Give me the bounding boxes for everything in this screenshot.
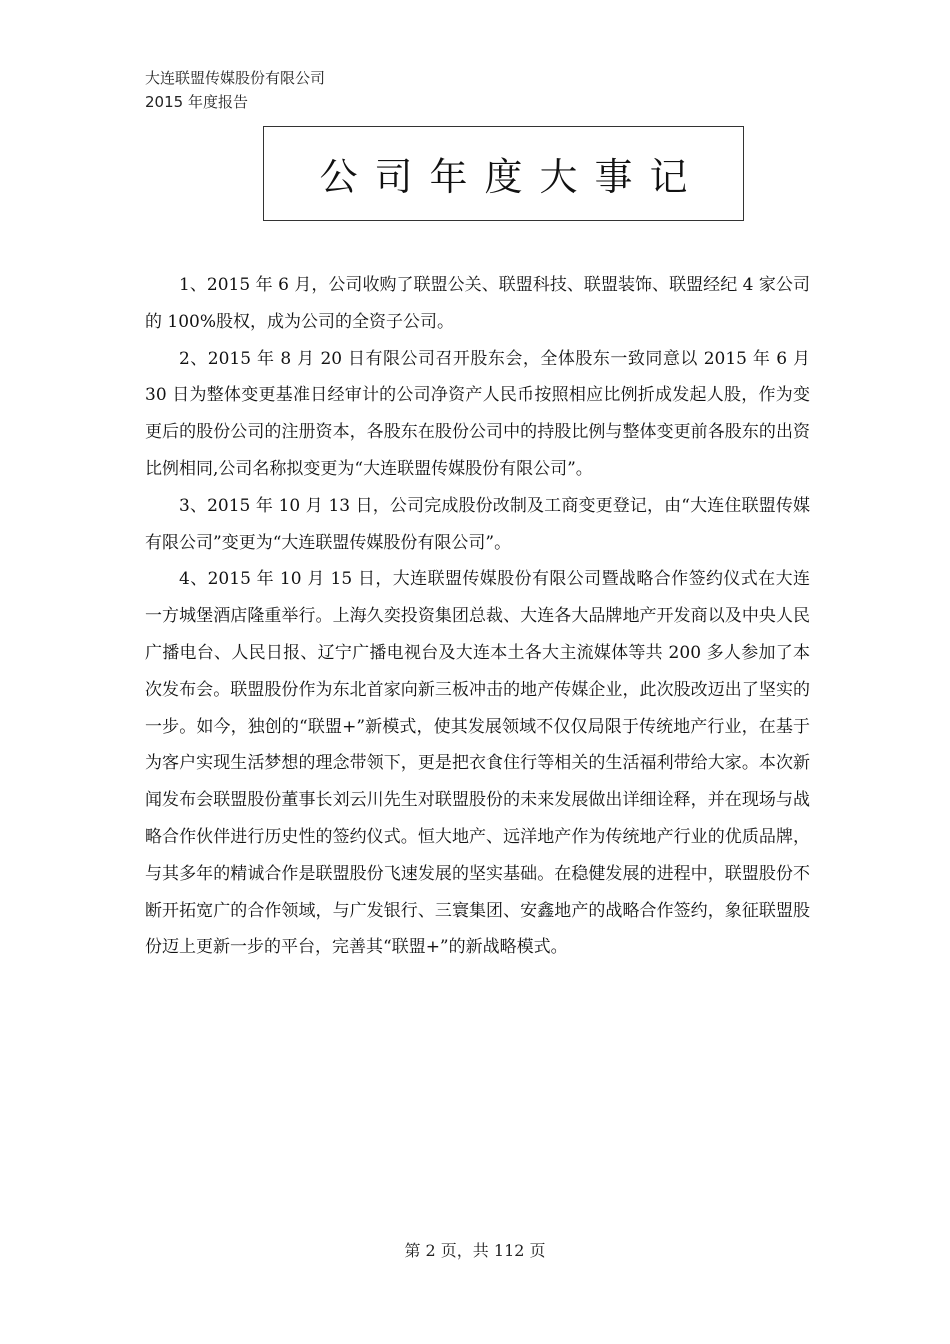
page-title: 公司年度大事记 <box>319 155 705 199</box>
title-box <box>263 126 744 221</box>
event-paragraph-3: 3、2015 年 10 月 13 日，公司完成股份改制及工商变更登记，由“大连住联盟传媒有限公司”变更为“大连联盟传媒股份有限公司”。 <box>145 495 810 553</box>
event-paragraph-2: 2、2015 年 8 月 20 日有限公司召开股东会，全体股东一致同意以 2015 年 6 月 30 日为整体变更基准日经审计的公司净资产人民币按照相应比例折成发起人股，作为变更后的股份公司的注册资本，各股东在股份公司中的持股比例与整体变更前各股东的出资比例相同,公司名称拟变更为“大连联盟传媒股份有限公司”。 <box>145 348 810 479</box>
page-header <box>145 66 325 114</box>
page-footer: 第 2 页，共 112 页 <box>404 1241 546 1260</box>
header-company-name: 大连联盟传媒股份有限公司 <box>145 69 326 87</box>
document-body <box>145 267 810 966</box>
event-paragraph-1: 1、2015 年 6 月，公司收购了联盟公关、联盟科技、联盟装饰、联盟经纪 4 家公司的 100%股权，成为公司的全资子公司。 <box>145 275 810 332</box>
event-paragraph-4: 4、2015 年 10 月 15 日，大连联盟传媒股份有限公司暨战略合作签约仪式在大连一方城堡酒店隆重举行。上海久奕投资集团总裁、大连各大品牌地产开发商以及中央人民广播电台、人民日报、辽宁广播电视台及大连本土各大主流媒体等共 200 多人参加了本次发布会。联盟股份作为东北首家向新三板冲击的地产传媒企业，此次股改迈出了坚实的一步。如今，独创的“联盟+”新模式，使其发展领域不仅仅局限于传统地产行业，在基于为客户实现生活梦想的理念带领下，更是把衣食住行等相关的生活福利带给大家。本次新闻发布会联盟股份董事长刘云川先生对联盟股份的未来发展做出详细诠释，并在现场与战略合作伙伴进行历史性的签约仪式。恒大地产、远洋地产作为传统地产行业的优质品牌，与其多年的精诚合作是联盟股份飞速发展的坚实基础。在稳健发展的进程中，联盟股份不断开拓宽广的合作领域，与广发银行、三寰集团、安鑫地产的战略合作签约，象征联盟股份迈上更新一步的平台，完善其“联盟+”的新战略模式。 <box>145 569 810 958</box>
header-report-label: 2015 年度报告 <box>145 93 248 111</box>
